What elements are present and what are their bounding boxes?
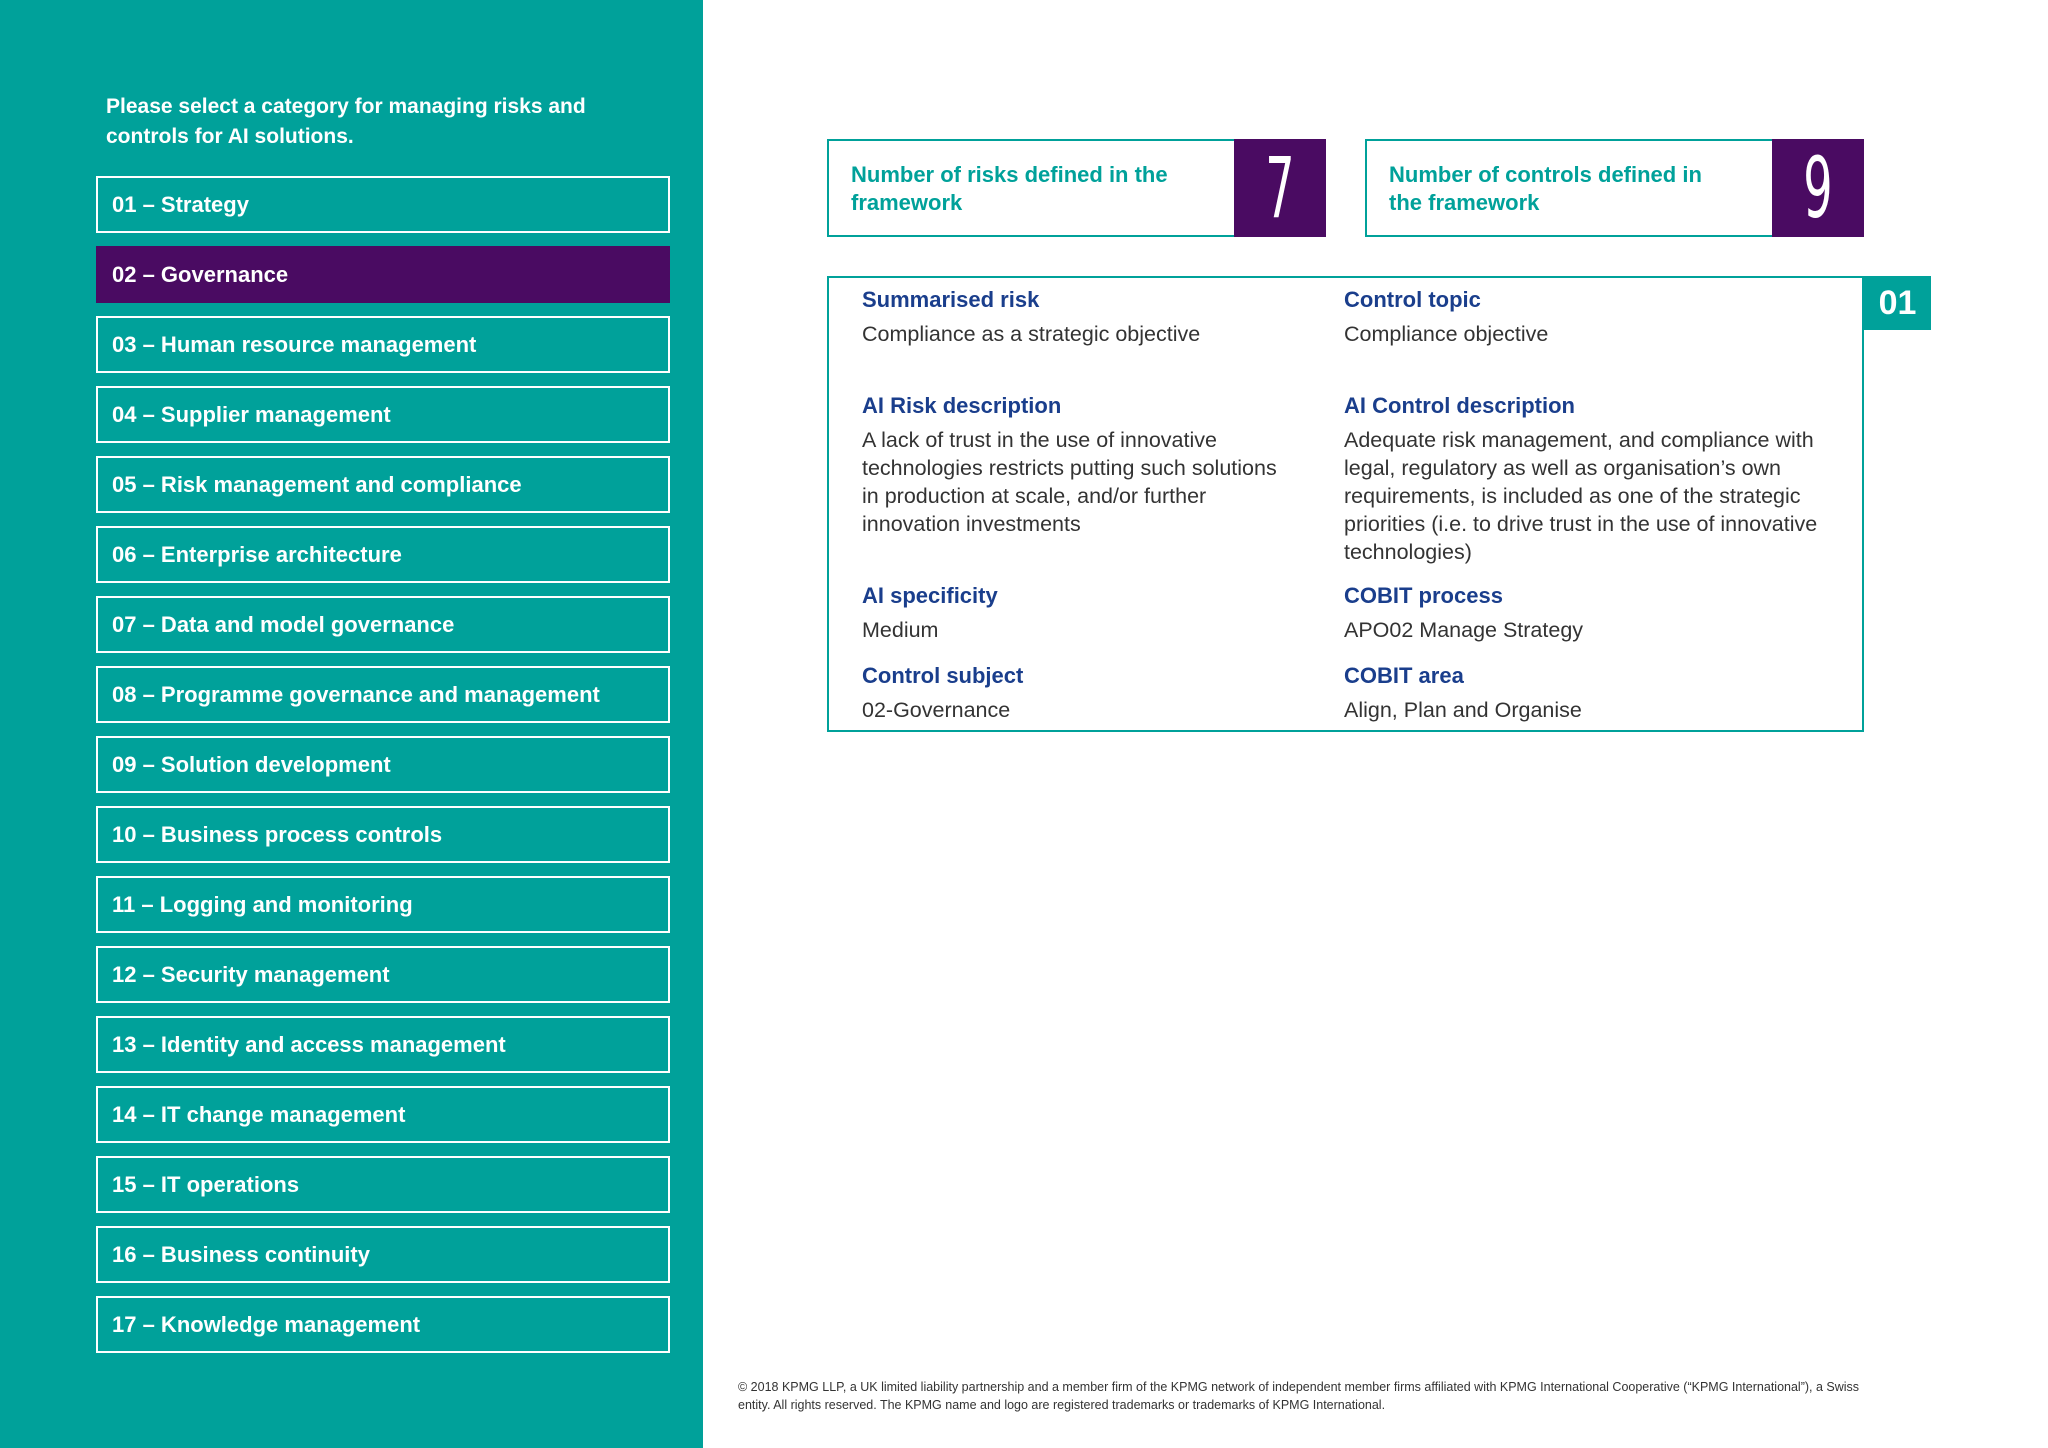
ai-specificity-value: Medium (862, 618, 939, 642)
controls-count-value: 9 (1803, 139, 1833, 237)
ai-risk-description-label: AI Risk description (862, 393, 1062, 418)
ai-control-description-field (1344, 392, 1834, 566)
risks-count-label: Number of risks defined in the framework (851, 162, 1168, 215)
control-topic-label: Control topic (1344, 287, 1481, 312)
category-security-management[interactable]: 12 – Security management (96, 946, 670, 1003)
category-knowledge-management[interactable]: 17 – Knowledge management (96, 1296, 670, 1353)
category-prompt: Please select a category for managing risks and controls for AI solutions. (106, 95, 586, 148)
category-programme-governance[interactable]: 08 – Programme governance and management (96, 666, 670, 723)
cobit-process-label: COBIT process (1344, 583, 1503, 608)
risks-count-value: 7 (1265, 139, 1295, 237)
category-solution-development[interactable]: 09 – Solution development (96, 736, 670, 793)
risks-count-box (827, 139, 1326, 237)
ai-risk-description-value: A lack of trust in the use of innovative technologies restricts putting such solutions in production at scale, and/or further innovation investments (862, 428, 1277, 536)
category-logging-and-monitoring[interactable]: 11 – Logging and monitoring (96, 876, 670, 933)
control-topic-value: Compliance objective (1344, 322, 1549, 346)
controls-count-label: Number of controls defined in the framework (1389, 162, 1702, 215)
category-data-and-model-governance[interactable]: 07 – Data and model governance (96, 596, 670, 653)
risk-control-card (827, 276, 1864, 732)
card-number-badge: 01 (1864, 276, 1931, 330)
cobit-process-value: APO02 Manage Strategy (1344, 618, 1584, 642)
category-supplier-management[interactable]: 04 – Supplier management (96, 386, 670, 443)
category-list (96, 176, 670, 1366)
category-it-operations[interactable]: 15 – IT operations (96, 1156, 670, 1213)
category-identity-and-access-management[interactable]: 13 – Identity and access management (96, 1016, 670, 1073)
summarised-risk-field (862, 286, 1332, 348)
category-enterprise-architecture[interactable]: 06 – Enterprise architecture (96, 526, 670, 583)
summarised-risk-value: Compliance as a strategic objective (862, 322, 1201, 346)
category-governance[interactable]: 02 – Governance (96, 246, 670, 303)
category-business-continuity[interactable]: 16 – Business continuity (96, 1226, 670, 1283)
cobit-area-label: COBIT area (1344, 663, 1464, 688)
control-subject-field (862, 662, 1332, 724)
category-strategy[interactable]: 01 – Strategy (96, 176, 670, 233)
ai-specificity-field (862, 582, 1332, 644)
ai-control-description-value: Adequate risk management, and compliance with legal, regulatory as well as organisation’s own requirements, is included as one of the strategic priorities (i.e. to drive trust in the use of innovative technologies) (1344, 428, 1818, 564)
category-risk-management-and-compliance[interactable]: 05 – Risk management and compliance (96, 456, 670, 513)
cobit-area-field (1344, 662, 1814, 724)
risks-count-tile (1234, 139, 1326, 237)
controls-count-box (1365, 139, 1864, 237)
summarised-risk-label: Summarised risk (862, 287, 1040, 312)
cobit-process-field (1344, 582, 1814, 644)
category-business-process-controls[interactable]: 10 – Business process controls (96, 806, 670, 863)
ai-specificity-label: AI specificity (862, 583, 998, 608)
copyright-footer: © 2018 KPMG LLP, a UK limited liability partnership and a member firm of the KPMG network of independent member firms affiliated with KPMG International Cooperative (“KPMG International”), a Swiss entity. All rights reserved. The KPMG name and logo are registered trademarks or trademarks of KPMG International. (738, 1380, 1860, 1412)
control-subject-value: 02-Governance (862, 698, 1011, 722)
cobit-area-value: Align, Plan and Organise (1344, 698, 1582, 722)
control-subject-label: Control subject (862, 663, 1024, 688)
controls-count-tile (1772, 139, 1864, 237)
category-it-change-management[interactable]: 14 – IT change management (96, 1086, 670, 1143)
ai-risk-description-field (862, 392, 1282, 538)
control-topic-field (1344, 286, 1814, 348)
category-sidebar (0, 0, 703, 1448)
ai-control-description-label: AI Control description (1344, 393, 1575, 418)
category-human-resource-management[interactable]: 03 – Human resource management (96, 316, 670, 373)
